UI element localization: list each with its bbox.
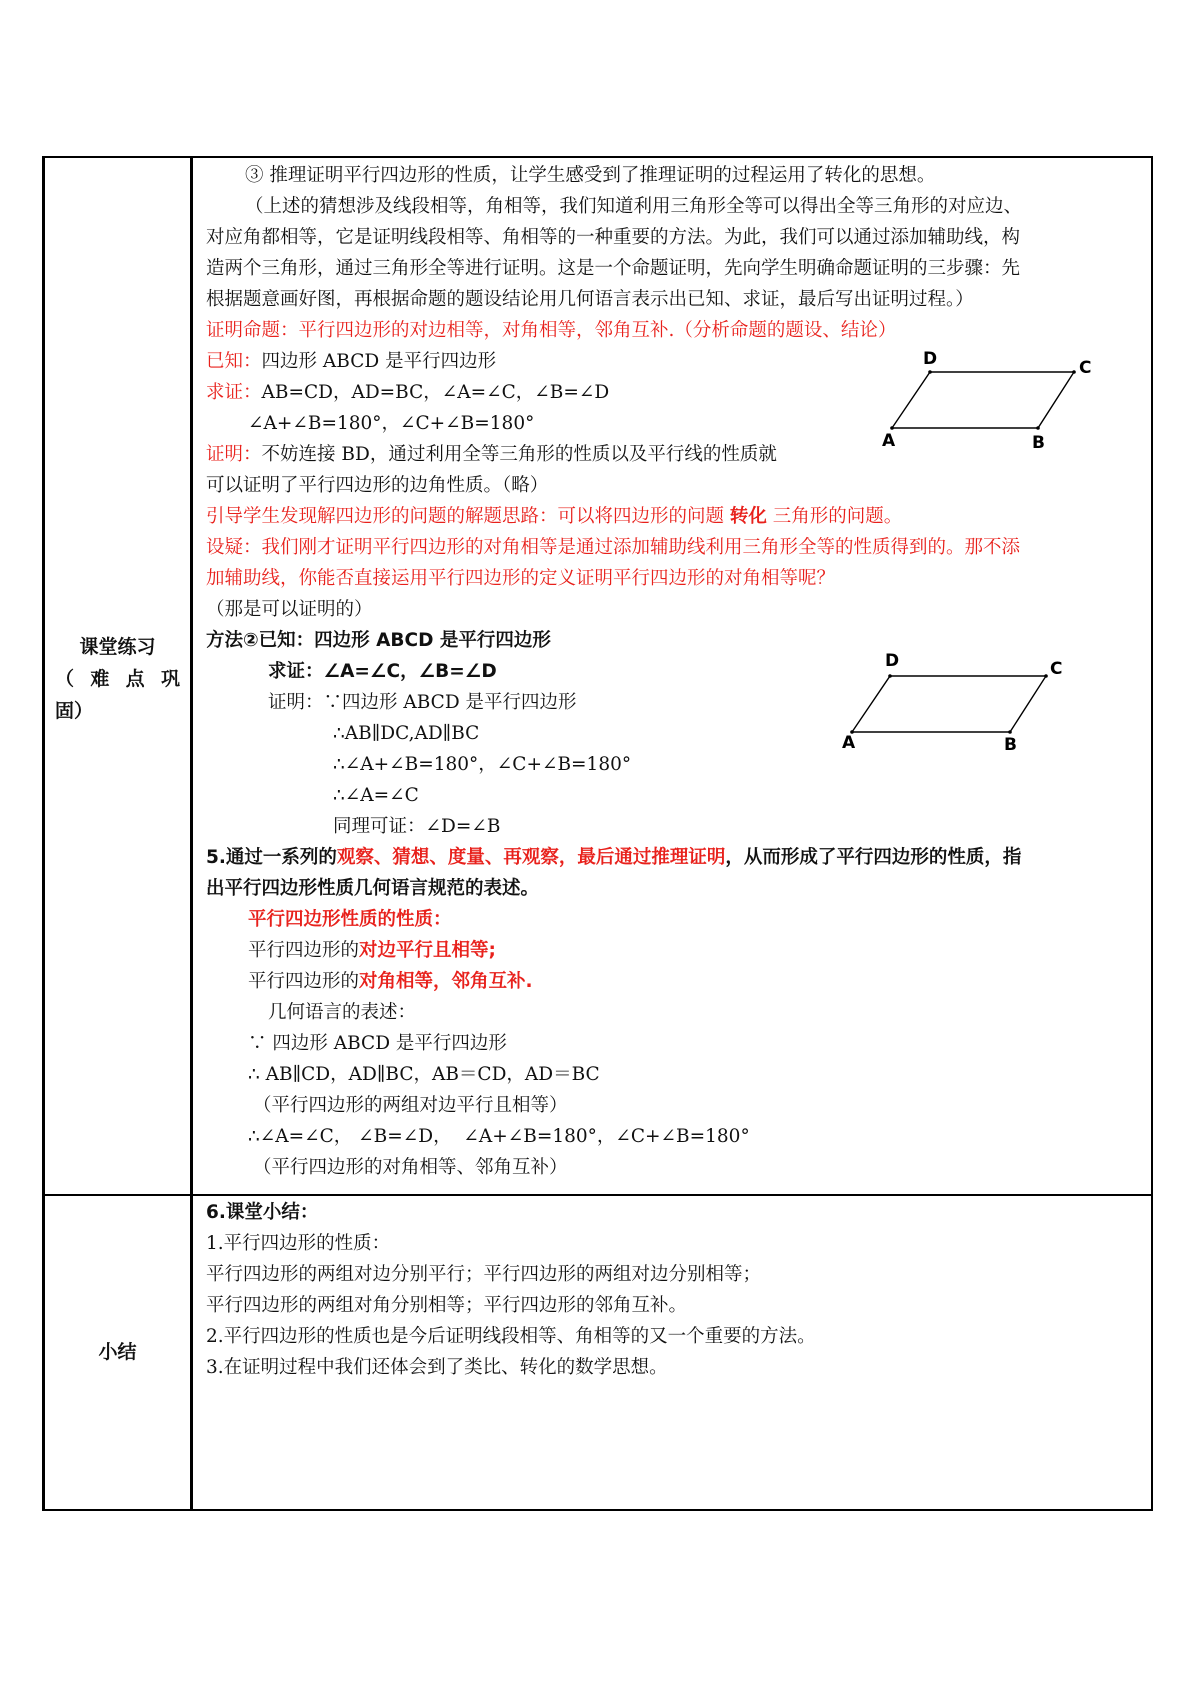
practice-label-line2: （ 难 点 巩 [55, 668, 180, 690]
guide-keyword: 转化 [729, 506, 767, 527]
property-sides-highlight: 对边平行且相等; [359, 940, 496, 961]
step5-text-2: ，从而形成了平行四边形的性质，指 [725, 847, 1022, 868]
vertex-b-dot [1008, 730, 1012, 734]
vertex-d-dot [928, 370, 932, 374]
geometry-line-2: ∴ AB∥CD，AD∥BC，AB＝CD，AD＝BC [248, 1064, 600, 1085]
proof-text: 不妨连接 BD，通过利用全等三角形的性质以及平行线的性质就 [261, 444, 777, 465]
question-line-1: 设疑：我们刚才证明平行四边形的对角相等是通过添加辅助线利用三角形全等的性质得到的。那不添 [206, 537, 1021, 558]
property-angles-highlight: 对角相等，邻角互补. [359, 971, 533, 992]
parallelogram-figure-1 [876, 348, 1106, 458]
practice-label-line1: 课堂练习 [79, 636, 156, 658]
row-divider [42, 1194, 1153, 1196]
column-divider [190, 156, 193, 1511]
para-line-3: 造两个三角形，通过三角形全等进行证明。这是一个命题证明，先向学生明确命题证明的三步骤：先 [206, 258, 1021, 279]
para-line-1: （上述的猜想涉及线段相等，角相等，我们知道利用三角形全等可以得出全等三角形的对应边、 [245, 196, 1023, 217]
step5-line-2: 出平行四边形性质几何语言规范的表述。 [206, 878, 540, 899]
parallelogram-figure-2 [836, 648, 1066, 758]
vertex-a-dot [890, 426, 894, 430]
vertex-c-dot [1072, 370, 1076, 374]
summary-item-3: 平行四边形的两组对角分别相等；平行四边形的邻角互补。 [206, 1295, 688, 1316]
vertex-d-label: D [885, 651, 900, 671]
summary-item-1: 1.平行四边形的性质： [206, 1233, 391, 1254]
method2-given: 方法②已知：四边形 ABCD 是平行四边形 [206, 630, 551, 651]
vertex-c-dot [1044, 674, 1048, 678]
prove-line [206, 378, 609, 408]
property-angles-prefix: 平行四边形的 [248, 971, 360, 992]
summary-item-5: 3.在证明过程中我们还体会到了类比、转化的数学思想。 [206, 1357, 668, 1378]
geometry-line-1: ∵ 四边形 ABCD 是平行四边形 [248, 1033, 507, 1054]
vertex-d-dot [888, 674, 892, 678]
answer-line: （那是可以证明的） [206, 599, 373, 620]
property-sides [248, 936, 496, 966]
method2-proof-3: ∴∠A+∠B=180°，∠C+∠B=180° [333, 754, 632, 775]
parallelogram-shape-1 [892, 372, 1074, 428]
method2-proof-1: 证明：∵四边形 ABCD 是平行四边形 [268, 692, 577, 713]
summary-title: 6.课堂小结： [206, 1202, 319, 1223]
method2-proof-2: ∴AB∥DC,AD∥BC [333, 723, 480, 744]
vertex-b-dot [1036, 426, 1040, 430]
guide-text-2: 三角形的问题。 [766, 506, 903, 527]
property-heading: 平行四边形性质的性质： [248, 909, 452, 930]
summary-label: 小结 [98, 1341, 137, 1363]
vertex-c-label: C [1050, 659, 1063, 679]
prove-line-2: ∠A+∠B=180°，∠C+∠B=180° [248, 413, 535, 434]
para-line-2: 对应角都相等，它是证明线段相等、角相等的一种重要的方法。为此，我们可以通过添加辅助线，构 [206, 227, 1021, 248]
proof-line [206, 440, 777, 470]
parallelogram-shape-2 [852, 676, 1046, 732]
given-label: 已知： [206, 351, 262, 372]
step5-highlight: 观察、猜想、度量、再观察，最后通过推理证明 [336, 847, 726, 868]
idea-line: ③ 推理证明平行四边形的性质，让学生感受到了推理证明的过程运用了转化的思想。 [245, 165, 936, 186]
vertex-b-label: B [1004, 735, 1017, 755]
practice-label-line3: 固） [55, 700, 94, 722]
proof-label: 证明： [206, 444, 262, 465]
vertex-b-label: B [1032, 433, 1045, 453]
proof-line-2: 可以证明了平行四边形的边角性质。（略） [206, 475, 549, 496]
question-line-2: 加辅助线，你能否直接运用平行四边形的定义证明平行四边形的对角相等呢？ [206, 568, 836, 589]
geometry-line-4: ∴∠A=∠C， ∠B=∠D， ∠A+∠B=180°，∠C+∠B=180° [248, 1126, 750, 1147]
method2-proof-5: 同理可证：∠D=∠B [333, 816, 501, 837]
vertex-c-label: C [1079, 358, 1092, 378]
vertex-a-label: A [842, 733, 856, 753]
proposition-line: 证明命题：平行四边形的对边相等，对角相等，邻角互补.（分析命题的题设、结论） [206, 320, 897, 341]
step5-text-1: 5.通过一系列的 [206, 847, 337, 868]
given-line [206, 347, 496, 377]
guide-line [206, 502, 902, 532]
vertex-a-label: A [882, 431, 896, 451]
summary-item-4: 2.平行四边形的性质也是今后证明线段相等、角相等的又一个重要的方法。 [206, 1326, 816, 1347]
geometry-language-heading: 几何语言的表述： [268, 1002, 417, 1023]
geometry-line-3: （平行四边形的两组对边平行且相等） [253, 1095, 568, 1116]
property-sides-prefix: 平行四边形的 [248, 940, 360, 961]
property-angles [248, 967, 533, 997]
guide-text-1: 引导学生发现解四边形的问题的解题思路：可以将四边形的问题 [206, 506, 730, 527]
given-text: 四边形 ABCD 是平行四边形 [261, 351, 497, 372]
prove-label: 求证： [206, 382, 262, 403]
vertex-d-label: D [923, 349, 938, 369]
para-line-4: 根据题意画好图，再根据命题的题设结论用几何语言表示出已知、求证，最后写出证明过程。） [206, 289, 974, 310]
step5-line-1 [206, 843, 1021, 873]
prove-text: AB=CD，AD=BC，∠A=∠C，∠B=∠D [261, 382, 610, 403]
method2-prove: 求证：∠A=∠C，∠B=∠D [268, 661, 497, 682]
summary-item-2: 平行四边形的两组对边分别平行；平行四边形的两组对边分别相等； [206, 1264, 762, 1285]
geometry-line-5: （平行四边形的对角相等、邻角互补） [253, 1157, 568, 1178]
method2-proof-4: ∴∠A=∠C [333, 785, 419, 806]
